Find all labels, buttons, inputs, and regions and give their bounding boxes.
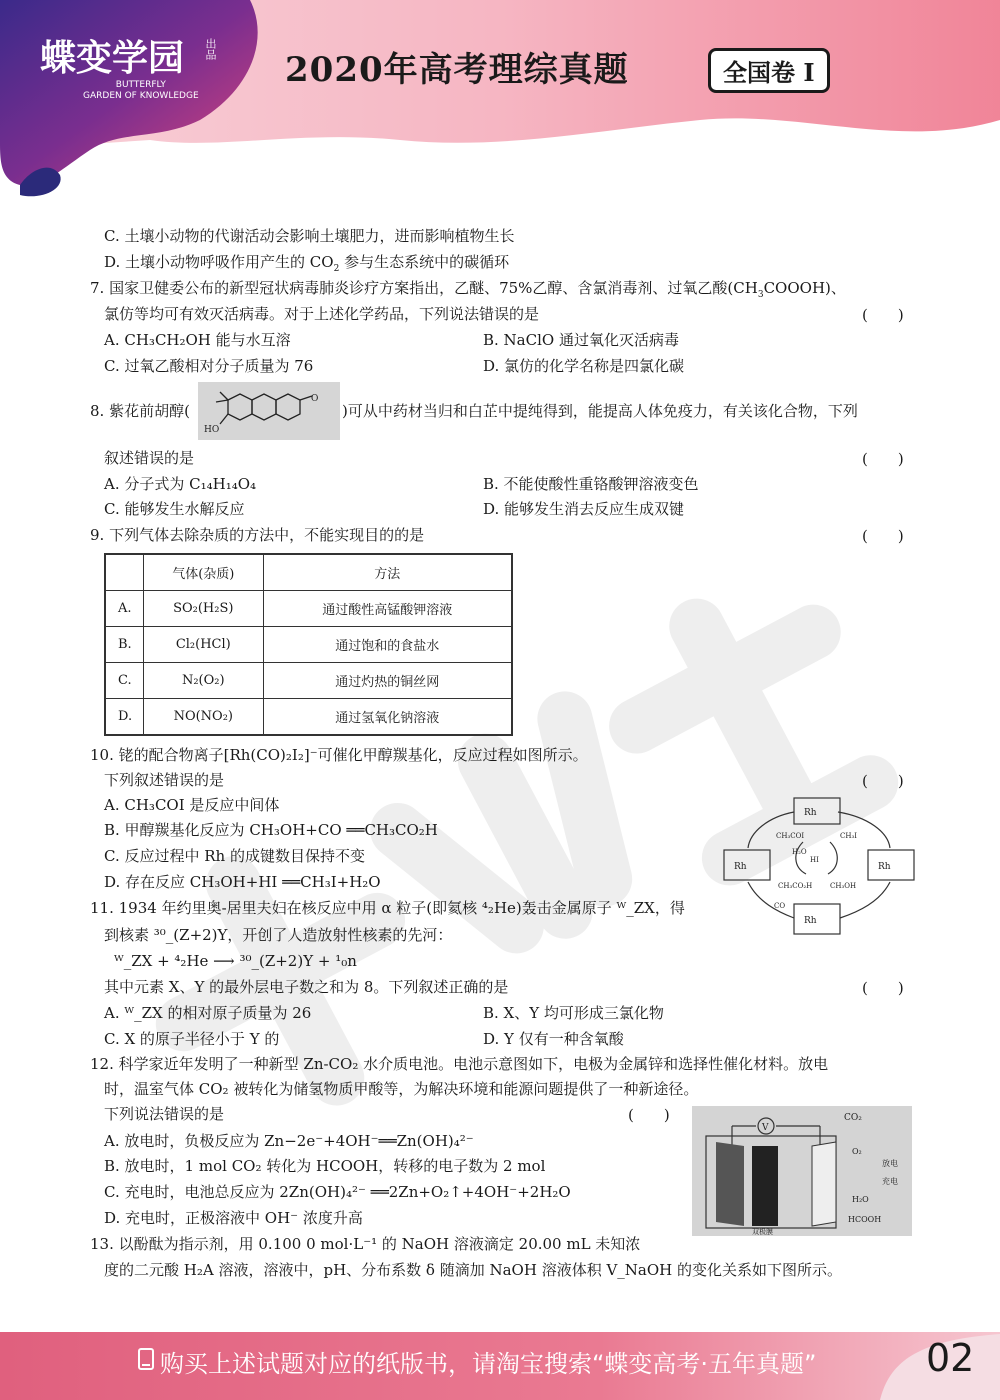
q9-table bbox=[104, 553, 513, 736]
q9-stem: 9. 下列气体去除杂质的方法中，不能实现目的的是 bbox=[90, 526, 425, 544]
q11-option-c: C. X 的原子半径小于 Y 的 bbox=[104, 1030, 280, 1048]
q7-option-c: C. 过氧乙酸相对分子质量为 76 bbox=[104, 357, 314, 375]
q7-option-b: B. NaClO 通过氧化灭活病毒 bbox=[483, 331, 679, 349]
page-number: 02 bbox=[926, 1336, 975, 1380]
q7-stem-line1: 7. 国家卫健委公布的新型冠状病毒肺炎诊疗方案指出，乙醚、75%乙醇、含氯消毒剂、过氧乙酸$(CH_3COOOH)$、 bbox=[90, 279, 846, 300]
footer-promo-text: 购买上述试题对应的纸版书，请淘宝搜索“蝶变高考·五年真题” bbox=[160, 1350, 817, 1378]
svg-text:O: O bbox=[311, 394, 319, 404]
page-title: 2020年高考理综真题 bbox=[285, 50, 629, 90]
q8-molecule-figure bbox=[198, 382, 340, 440]
q10-catalytic-cycle-figure bbox=[718, 792, 918, 942]
q11-stem-line1: 11. 1934 年约里奥-居里夫妇在核反应中用 α 粒子(即氦核 ⁴₂He)轰击金属原子 ᵂ_ZX，得 bbox=[90, 899, 685, 917]
svg-text:CO₂: CO₂ bbox=[844, 1113, 862, 1123]
q10-stem-line2: 下列叙述错误的是 bbox=[104, 771, 225, 789]
table-row: A. SO₂(H₂S) 通过酸性高锰酸钾溶液 bbox=[105, 591, 512, 627]
q12-option-d: D. 充电时，正极溶液中 OH⁻ 浓度升高 bbox=[104, 1209, 363, 1227]
q6-option-d: D. 土壤小动物呼吸作用产生的 $CO_2$ 参与生态系统中的碳循环 bbox=[104, 253, 510, 274]
svg-text:CO: CO bbox=[774, 902, 786, 910]
q12-battery-figure bbox=[692, 1106, 912, 1236]
table-row: C. N₂(O₂) 通过灼热的铜丝网 bbox=[105, 663, 512, 699]
svg-text:CH₃COI: CH₃COI bbox=[776, 832, 805, 840]
svg-text:HCOOH: HCOOH bbox=[848, 1215, 882, 1224]
q8-option-d: D. 能够发生消去反应生成双键 bbox=[483, 500, 685, 518]
q11-equation: ᵂ_ZX + ⁴₂He ⟶ ³⁰_(Z+2)Y + ¹₀n bbox=[114, 952, 357, 970]
svg-text:放电: 放电 bbox=[882, 1159, 898, 1168]
q11-option-d: D. Y 仅有一种含氧酸 bbox=[483, 1030, 624, 1048]
q8-option-c: C. 能够发生水解反应 bbox=[104, 500, 245, 518]
svg-text:CH₃CO₂H: CH₃CO₂H bbox=[778, 882, 813, 890]
q10-option-d: D. 存在反应 CH₃OH+HI ══CH₃I+H₂O bbox=[104, 873, 381, 891]
svg-text:CH₃I: CH₃I bbox=[840, 832, 858, 840]
q9-answer-bracket: ( ) bbox=[862, 527, 904, 545]
svg-text:Rh: Rh bbox=[804, 916, 817, 926]
q12-option-c: C. 充电时，电池总反应为 2Zn(OH)₄²⁻ ══2Zn+O₂↑+4OH⁻+2H₂O bbox=[104, 1183, 571, 1201]
q12-stem-line3: 下列说法错误的是 bbox=[104, 1105, 225, 1123]
q12-stem-line2: 时，温室气体 CO₂ 被转化为储氢物质甲酸等，为解决环境和能源问题提供了一种新途径。 bbox=[104, 1080, 699, 1098]
q11-option-a: A. ᵂ_ZX 的相对原子质量为 26 bbox=[104, 1004, 312, 1022]
page-footer bbox=[0, 1320, 1000, 1400]
q12-answer-bracket: ( ) bbox=[628, 1106, 670, 1124]
table-row: D. NO(NO₂) 通过氢氧化钠溶液 bbox=[105, 699, 512, 736]
q6-option-c: C. 土壤小动物的代谢活动会影响土壤肥力，进而影响植物生长 bbox=[104, 227, 515, 245]
q8-option-b: B. 不能使酸性重铬酸钾溶液变色 bbox=[483, 475, 699, 493]
table-row: B. Cl₂(HCl) 通过饱和的食盐水 bbox=[105, 627, 512, 663]
q8-stem-line2: 叙述错误的是 bbox=[104, 449, 195, 467]
exam-badge: 全国卷 I bbox=[708, 48, 830, 93]
q8-stem-line1: )可从中药材当归和白芷中提纯得到，能提高人体免疫力，有关该化合物，下列 bbox=[342, 402, 858, 420]
q8-molecule-label: HO bbox=[204, 425, 220, 435]
q12-option-b: B. 放电时，1 mol CO₂ 转化为 HCOOH，转移的电子数为 2 mol bbox=[104, 1157, 546, 1175]
q10-stem-line1: 10. 铑的配合物离子[Rh(CO)₂I₂]⁻可催化甲醇羰基化，反应过程如图所示。 bbox=[90, 746, 588, 764]
q12-option-a: A. 放电时，负极反应为 Zn−2e⁻+4OH⁻══Zn(OH)₄²⁻ bbox=[104, 1132, 474, 1150]
book-icon bbox=[138, 1348, 154, 1370]
logo-subtitle: BUTTERFLY GARDEN OF KNOWLEDGE bbox=[83, 80, 199, 101]
q11-answer-bracket: ( ) bbox=[862, 979, 904, 997]
q12-stem-line1: 12. 科学家近年发明了一种新型 Zn-CO₂ 水介质电池。电池示意图如下，电极为金属锌和选择性催化材料。放电 bbox=[90, 1055, 829, 1073]
q10-option-c: C. 反应过程中 Rh 的成键数目保持不变 bbox=[104, 847, 365, 865]
svg-text:O₂: O₂ bbox=[852, 1147, 862, 1156]
svg-text:Rh: Rh bbox=[734, 862, 747, 872]
svg-text:Rh: Rh bbox=[878, 862, 891, 872]
q10-answer-bracket: ( ) bbox=[862, 772, 904, 790]
svg-text:V: V bbox=[762, 1123, 769, 1133]
svg-text:H₂O: H₂O bbox=[852, 1195, 869, 1204]
q13-stem-line2: 度的二元酸 H₂A 溶液，溶液中，pH、分布系数 δ 随滴加 NaOH 溶液体积 V_NaOH 的变化关系如下图所示。 bbox=[104, 1261, 843, 1279]
q7-stem-line2: 氯仿等均可有效灭活病毒。对于上述化学药品，下列说法错误的是 bbox=[104, 305, 540, 323]
svg-text:HI: HI bbox=[810, 856, 819, 864]
svg-text:双极膜: 双极膜 bbox=[752, 1228, 773, 1236]
q13-stem-line1: 13. 以酚酞为指示剂，用 0.100 0 mol·L⁻¹ 的 NaOH 溶液滴定 20.00 mL 未知浓 bbox=[90, 1235, 641, 1253]
q11-stem-line2: 到核素 ³⁰_(Z+2)Y，开创了人造放射性核素的先河： bbox=[104, 926, 453, 944]
q8-answer-bracket: ( ) bbox=[862, 450, 904, 468]
q7-answer-bracket: ( ) bbox=[862, 306, 904, 324]
q11-option-b: B. X、Y 均可形成三氯化物 bbox=[483, 1004, 664, 1022]
q10-option-a: A. CH₃COI 是反应中间体 bbox=[104, 796, 280, 814]
q8-option-a: A. 分子式为 C₁₄H₁₄O₄ bbox=[104, 475, 257, 493]
svg-text:Rh: Rh bbox=[804, 808, 817, 818]
svg-text:H₂O: H₂O bbox=[792, 848, 807, 856]
table-header-row: 气体(杂质) 方法 bbox=[105, 554, 512, 591]
logo-text: 蝶变学园 bbox=[40, 38, 185, 79]
svg-text:充电: 充电 bbox=[882, 1177, 898, 1186]
svg-text:CH₃OH: CH₃OH bbox=[830, 882, 857, 890]
q11-stem-line4: 其中元素 X、Y 的最外层电子数之和为 8。下列叙述正确的是 bbox=[104, 978, 509, 996]
q7-option-a: A. CH₃CH₂OH 能与水互溶 bbox=[104, 331, 291, 349]
q7-option-d: D. 氯仿的化学名称是四氯化碳 bbox=[483, 357, 685, 375]
logo-publisher: 出品 bbox=[204, 38, 217, 60]
page-header bbox=[0, 0, 1000, 200]
q10-option-b: B. 甲醇羰基化反应为 CH₃OH+CO ══CH₃CO₂H bbox=[104, 821, 438, 839]
q8-stem-start: 8. 紫花前胡醇( bbox=[90, 402, 190, 420]
